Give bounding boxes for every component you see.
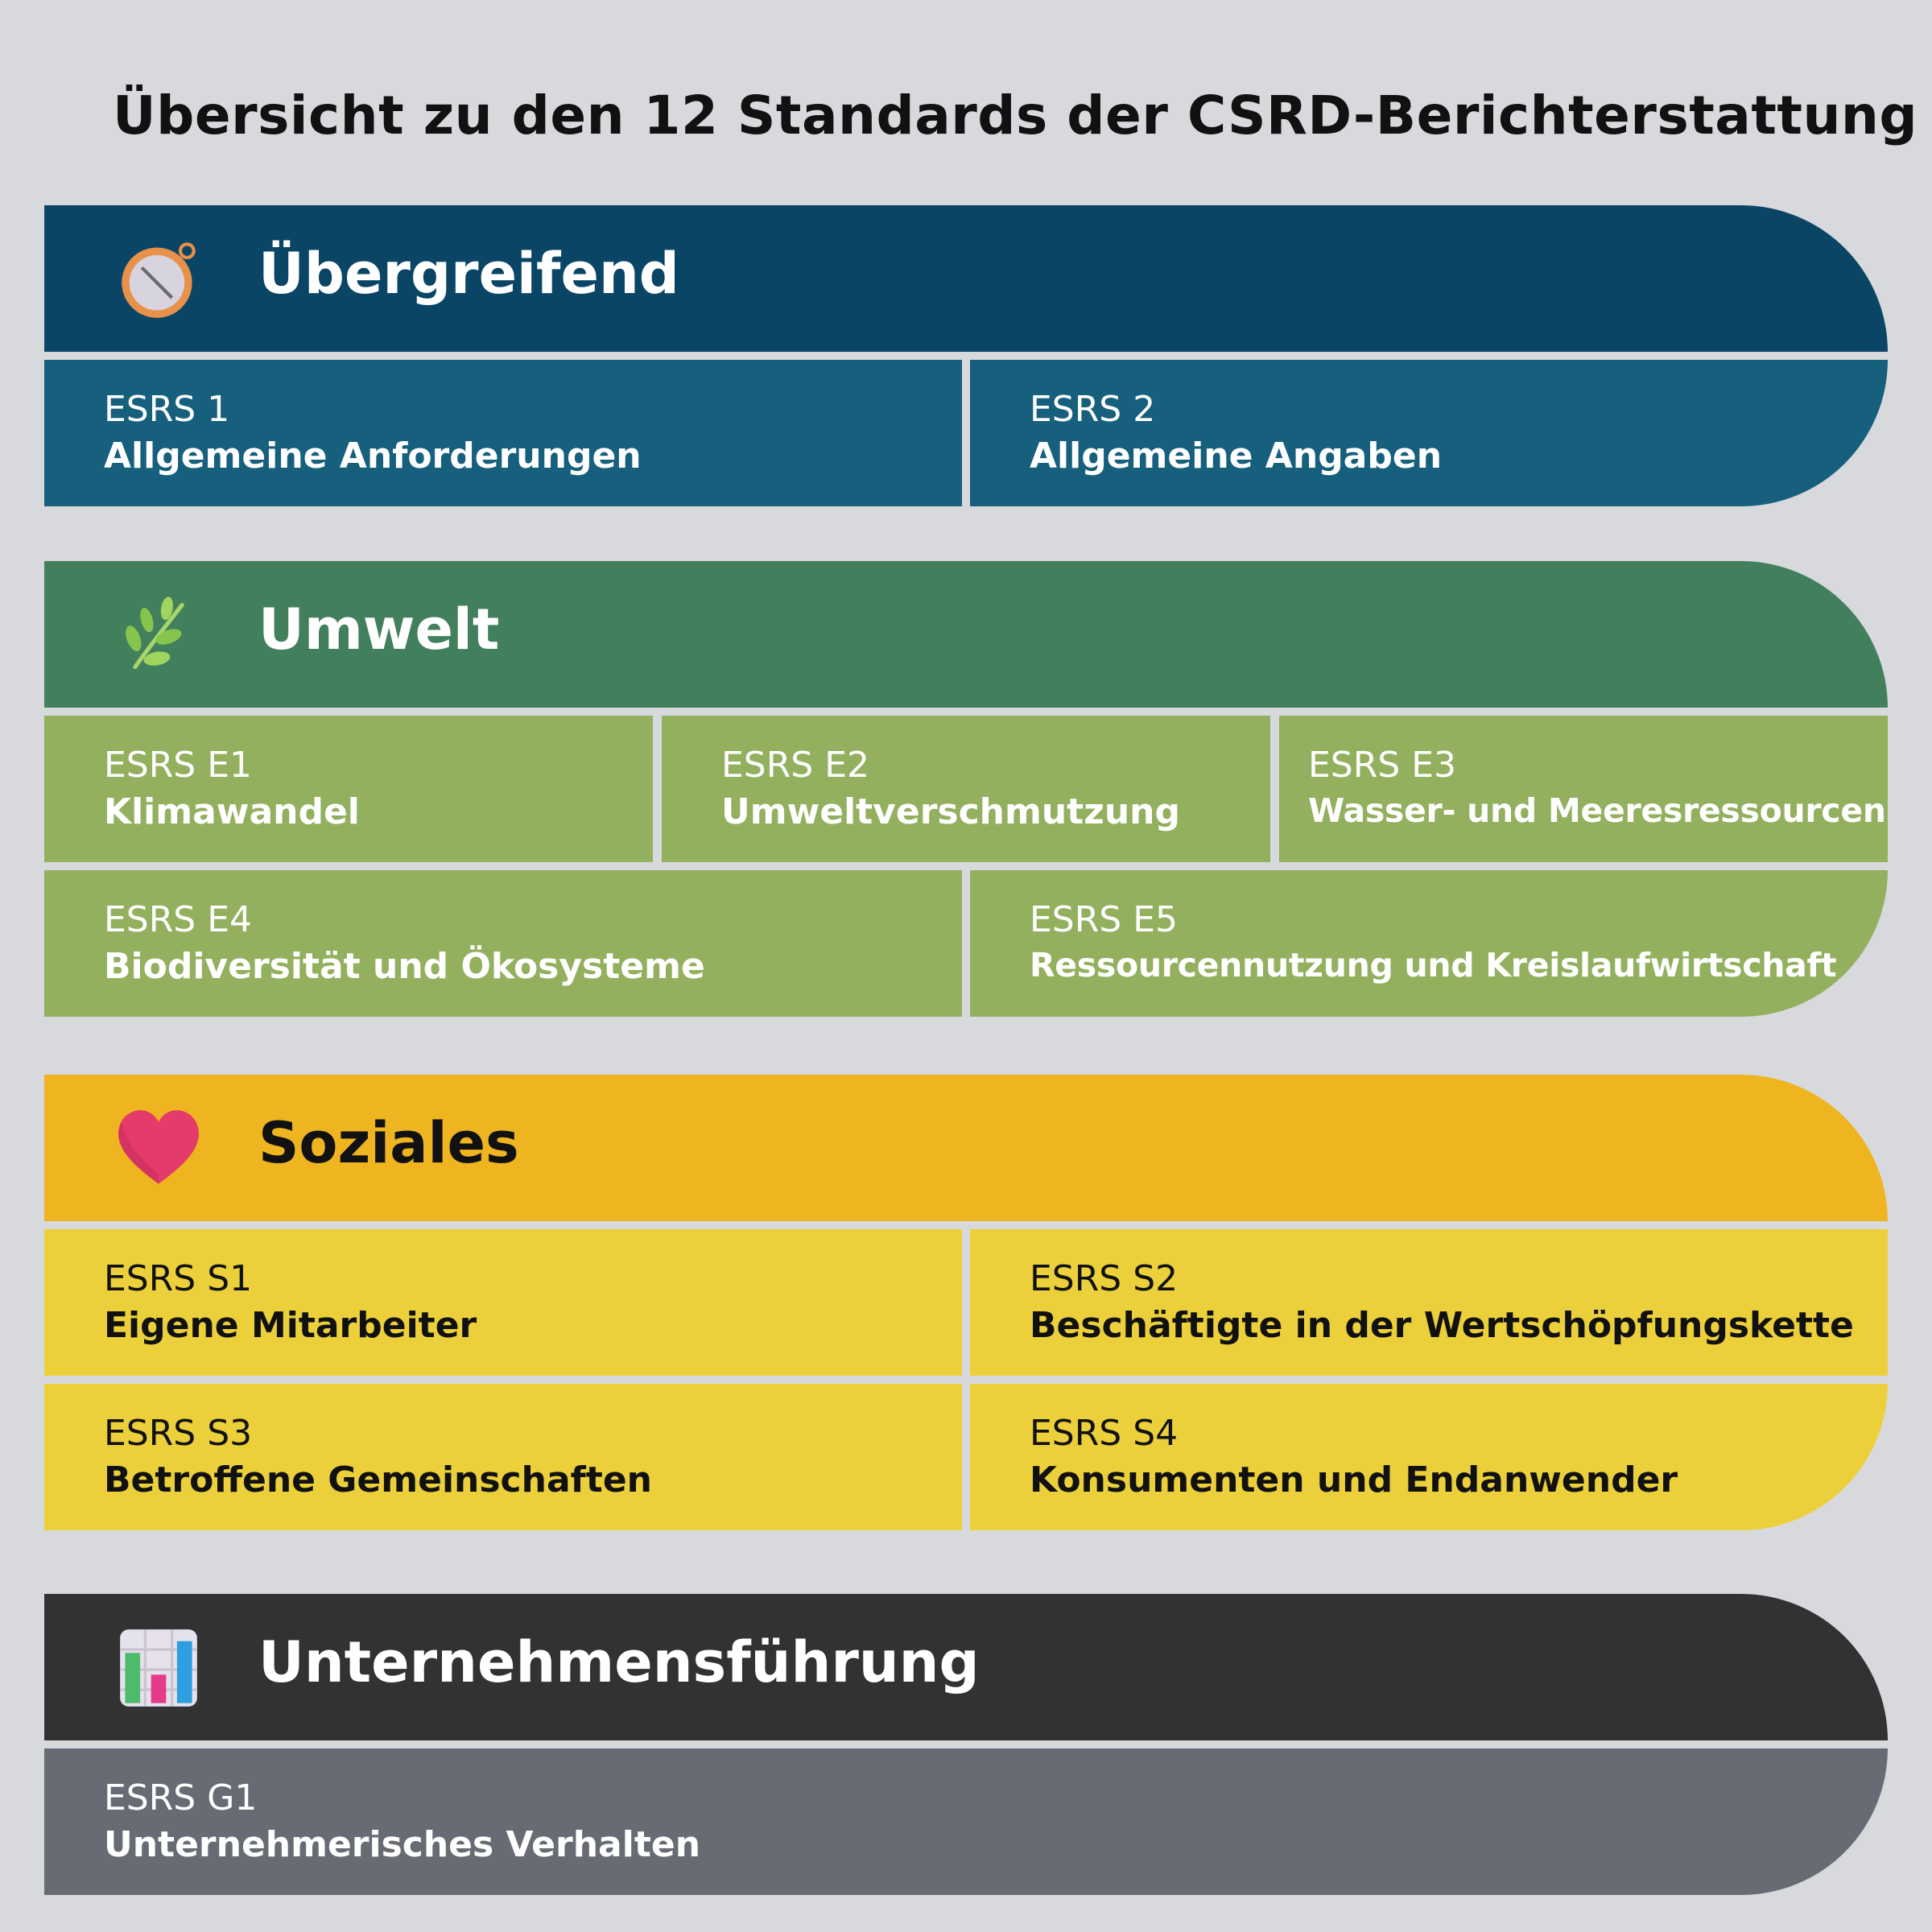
compass-icon [117,237,200,321]
standard-card-esrs-e5 [970,870,1888,1017]
standard-name: Ressourcennutzung und Kreislaufwirtschaft [1030,946,1837,985]
standard-card-esrs-e2 [662,716,1270,862]
standard-code: ESRS E3 [1308,745,1457,786]
section-umwelt [44,561,1888,1017]
standard-card-esrs-e1 [44,716,653,862]
standard-code: ESRS 2 [1030,389,1156,430]
standard-name: Allgemeine Angaben [1030,436,1443,477]
section-header-uebergreifend [44,205,1888,352]
standard-code: ESRS E4 [104,899,253,940]
standard-card-esrs-e3 [1279,716,1888,862]
herb-icon [117,593,200,677]
section-governance [44,1594,1888,1895]
standard-name: Eigene Mitarbeiter [104,1305,477,1346]
standard-code: ESRS S3 [104,1413,253,1454]
standard-card-esrs-e4 [44,870,962,1017]
standard-code: ESRS 1 [104,389,230,430]
section-uebergreifend [44,205,1888,506]
standard-name: Unternehmerisches Verhalten [104,1824,701,1865]
standard-card-esrs-s1 [44,1229,962,1376]
page-title: Übersicht zu den 12 Standards der CSRD-Berichterstattung [113,85,1918,147]
standard-name: Allgemeine Anforderungen [104,436,642,477]
standard-card-esrs-s3 [44,1384,962,1530]
standard-name: Umweltverschmutzung [721,791,1180,832]
standard-code: ESRS S4 [1030,1413,1179,1454]
standard-name: Betroffene Gemeinschaften [104,1459,652,1501]
standard-name: Konsumenten und Endanwender [1030,1459,1678,1501]
standard-name: Biodiversität und Ökosysteme [104,946,705,987]
standard-card-esrs-s4 [970,1384,1888,1530]
section-header-umwelt [44,561,1888,708]
section-header-soziales [44,1075,1888,1221]
standard-name: Beschäftigte in der Wertschöpfungskette [1030,1305,1854,1346]
standard-card-esrs-2 [970,360,1888,506]
standard-card-esrs-g1 [44,1748,1888,1895]
section-title-soziales: Soziales [258,1110,519,1176]
standard-name: Klimawandel [104,791,360,832]
bar-chart-icon [117,1626,200,1710]
section-title-uebergreifend: Übergreifend [258,241,679,307]
heart-icon [117,1107,200,1191]
section-title-governance: Unternehmensführung [258,1629,980,1695]
standard-code: ESRS E2 [721,745,870,786]
standard-code: ESRS G1 [104,1777,258,1818]
standard-code: ESRS E1 [104,745,253,786]
standard-card-esrs-1 [44,360,962,506]
standard-name: Wasser- und Meeresressourcen [1308,791,1886,830]
section-soziales [44,1075,1888,1530]
standard-card-esrs-s2 [970,1229,1888,1376]
section-header-governance [44,1594,1888,1740]
standard-code: ESRS E5 [1030,899,1179,940]
standard-code: ESRS S1 [104,1258,253,1299]
standard-code: ESRS S2 [1030,1258,1179,1299]
section-title-umwelt: Umwelt [258,597,500,663]
